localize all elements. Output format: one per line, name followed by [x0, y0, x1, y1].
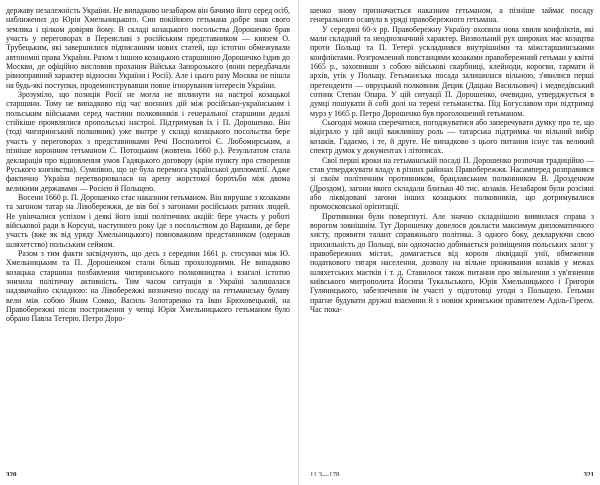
- paragraph: Разом з тим факти засвідчують, що десь з середини 1661 р. стосунки між Ю. Хмельницьким та П. Дорошенком стали більш прохолодними. Не випадково козацька старшина позбавлення чигиринського полковництва і взагалі істотно знизила політичну активність. Тим часом ситуація в Україні залишалася надзвичайно складною: на Лівобережжі визначено посаду на гетьманську булаву вели між собою Яким Сомко, Василь Золотаренко та Іван Брюховецький, на Правобережжі після постриження у ченці Юрія Хмельницького гетьманом було обрано Павла Тетерю. Петро Доро-: [6, 248, 290, 324]
- right-page-text: [310, 6, 594, 314]
- page-number: 321: [583, 471, 594, 476]
- right-page: [310, 6, 594, 476]
- book-gutter: [298, 0, 299, 485]
- left-page: [6, 6, 290, 476]
- paragraph: Зрозуміло, що позиція Росії не могла не вплинути на настрої козацької старшини. Тому не випадково під час воєнних дій між російсько-українським і польським військами серед частини полковників і генеральної старшини дедалі стійкіше проявлялися пропольські настрої. Підтримував їх і П. Дорошенко. Він (тоді чигиринський полковник) уже вкотре у складі козацького посольства бере участь у переговорах з представниками Речі Посполитої Є. Любомирським, а пізніше коронним гетьманом С. Потоцьким (жовтень 1660 р.). Результатом стала декларація про відновлення умов Гадяцького договору (крім пункту про створення Руського князівства). Сумнівно, що це була перемога української дипломатії. Адже фактично Україна перетворювалася на арену жорстокої боротьби між двома великими державами — Росією й Польщею.: [6, 90, 290, 193]
- paragraph: Сьогодні можна сперечатися, погоджуватися або заперечувати думку про те, що відіграло у цій акції важливішу роль — татарська підтримка чи вільний вибір козаків. Гадаємо, і те, й друге. Не випадково з цього питання існує так великий спектр думок у документах і літописах.: [310, 118, 594, 156]
- paragraph: У середині 60-х рр. Правобережну Україну охопила нова хвиля конфліктів, які мали складний та неоднозначний характер. Визвольний рух широких мас козацтва проти Польщі та П. Тетері ускладнився внутрішніми та міжстаршинськими конфліктами. Розгромлений повстанцями козаками правобережний гетьман у квітні 1665 р., захопивши з собою військові скарбниці, клейноди, корогви, гармати й архів, утік у Польщу. Гетьманська посада залишилася вільною, з'явилися перші претенденти — овруцький полковник Децик (Дацько Васильович) і медведівський сотник Степан Опара. У цій ситуації П. Дорошенко, очевидно, утверджується в думці пошукати й собі долі на терені гетьманства. Під Богуславом при підтримці мурз у 1665 р. Петро Дорошенко був проголошений гетьманом.: [310, 24, 594, 118]
- paragraph: шенко знову призначається наказним гетьманом, а пізніше займає посаду генерального осавула в уряді правобережного гетьмана.: [310, 6, 594, 25]
- paragraph: Противники були повергнуті. Але значно складнішою виявилася справа з ворогом зовнішнім. Тут Дорошенку довелося докласти максимум дипломатичного хисту, проявити талант справжнього політика. З одного боку, декларуючи свою прихильність до Польщі, він одночасно добивається розміщення польських залог у правобережних містах, домагається від короля ліквідації унії, обмеження податкового тягаря населення, дозволу на вільне проживання козаків у межах шляхетських маєтків і т. д. Ставилося також питання про звільнення з ув'язнення київського митрополита Йосипа Тукальського, Юрія Хмельницького і Григорія Гуляницького, забезпечення їм участі у підготовці угоди з Польщею. Гетьман прагне будувати дружні взаємини й з новим кримським правителем Аділь-Гіреєм. Час пока-: [310, 211, 594, 314]
- paragraph: державу незалежність України. Не випадково незабаром він бачимо його серед осіб, наближених до Юрія Хмельницького. Син покійного гетьмана добре знав свого земляка і цілком довіряв йому. В складі козацького посольства Дорошенко брав участь у переговорах в Переяславі з російським представником — князем О. Трубецьким, які завершилися підписанням нових статей, що істотно обмежували автономні права України. Разом з іншою козацькою старшиною Дорошенко їздив до Москви, де офіційно висловив прохання Війська Запорозького (вони передбачали рівноправний характер відносин України і Росії). Але і цього разу Москва не пішла на будь-які поступки, продемонструвавши повне ігнорування інтересів України.: [6, 6, 290, 90]
- printer-signature: 11 3—178: [310, 471, 340, 476]
- page-number: 320: [6, 471, 17, 476]
- paragraph: Восени 1660 р. П. Дорошенко стає наказним гетьманом. Він вирушає з козаками та загоном татар на Лівобережжя, де вів бої з загонами російських ратних людей. Не увінчалися успіхом і деякі його інші політичних акцій: бере участь у роботі військової ради в Корсуні, наступного року їде з посольством до Варшави, де бере участь (вже як від уряду Хмельницького) повноважним представником (одержав шляхетство) польським сеймом.: [6, 192, 290, 249]
- left-page-text: [6, 6, 290, 324]
- paragraph: Свої перші кроки на гетьманській посаді П. Дорошенко розпочав традиційно — став утверджувати владу в різних районах Правобережжя. Насамперед розправився зі своїм політичним противником, брацлавським полковником В. Дрозденком (Дроздом), загони якого складали близько 40 тис. козаків. Незабаром були розсіяні або ліквідовані загони інших козацьких полковників, що дотримувалися промосковської орієнтації.: [310, 155, 594, 212]
